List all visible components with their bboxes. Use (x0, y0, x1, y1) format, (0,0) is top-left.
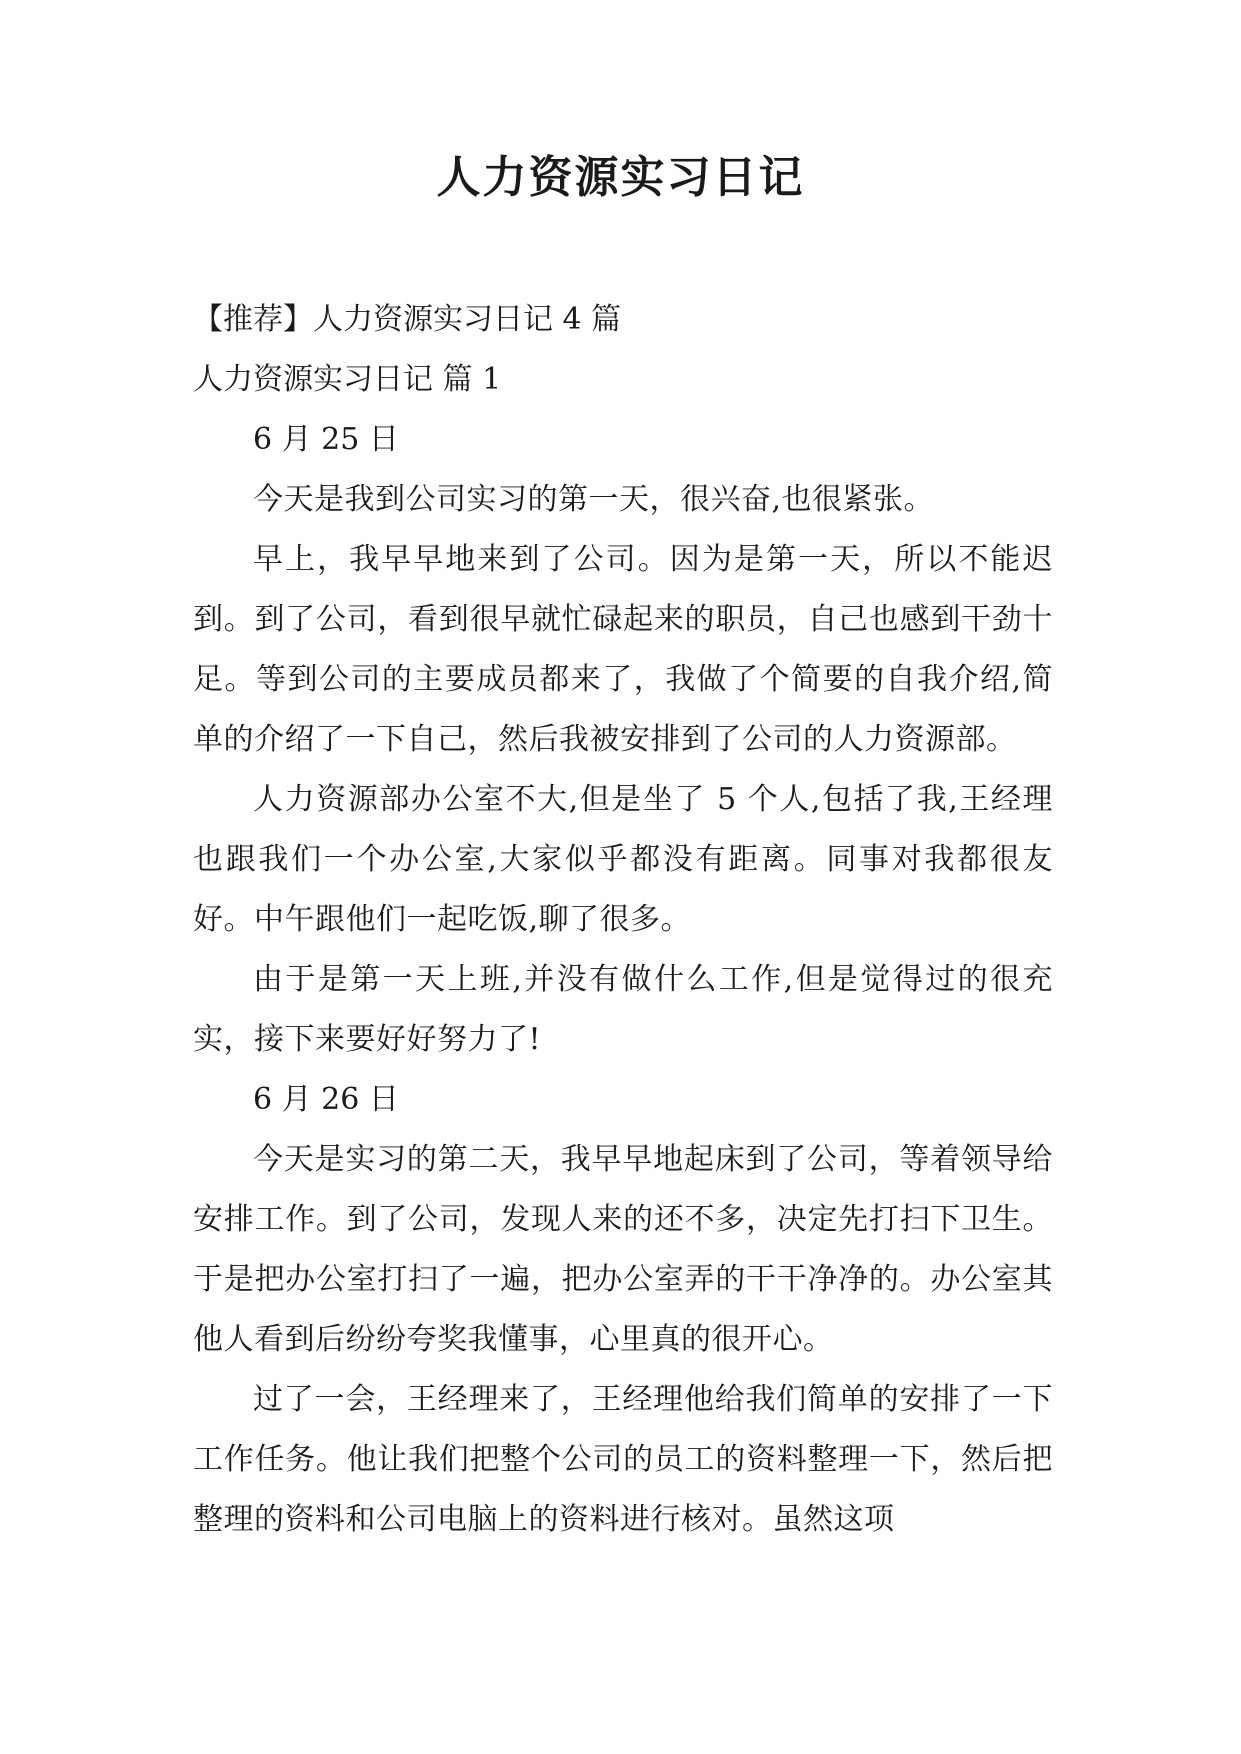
paragraph: 早上，我早早地来到了公司。因为是第一天，所以不能迟到。到了公司，看到很早就忙碌起来的职员，自己也感到干劲十足。等到公司的主要成员都来了，我做了个简要的自我介绍,简单的介绍了一下自己，然后我被安排到了公司的人力资源部。 (193, 542, 1053, 757)
document-heading: 【推荐】人力资源实习日记 4 篇 (193, 302, 622, 337)
document-title: 人力资源实习日记 (436, 152, 805, 203)
diary-date: 6 月 25 日 (253, 422, 399, 457)
paragraph: 过了一会，王经理来了，王经理他给我们简单的安排了一下工作任务。他让我们把整个公司的员工的资料整理一下，然后把整理的资料和公司电脑上的资料进行核对。虽然这项 (193, 1382, 1053, 1537)
paragraph: 由于是第一天上班,并没有做什么工作,但是觉得过的很充实，接下来要好好努力了! (193, 962, 1053, 1057)
section-heading: 人力资源实习日记 篇 1 (193, 362, 502, 397)
document-body (193, 290, 1053, 1550)
paragraph: 今天是实习的第二天，我早早地起床到了公司，等着领导给安排工作。到了公司，发现人来的还不多，决定先打扫下卫生。于是把办公室打扫了一遍，把办公室弄的干干净净的。办公室其他人看到后纷纷夸奖我懂事，心里真的很开心。 (193, 1142, 1053, 1357)
diary-date: 6 月 26 日 (253, 1082, 399, 1117)
paragraph: 人力资源部办公室不大,但是坐了 5 个人,包括了我,王经理也跟我们一个办公室,大家似乎都没有距离。同事对我都很友好。中午跟他们一起吃饭,聊了很多。 (193, 782, 1053, 937)
paragraph: 今天是我到公司实习的第一天，很兴奋,也很紧张。 (253, 482, 935, 517)
